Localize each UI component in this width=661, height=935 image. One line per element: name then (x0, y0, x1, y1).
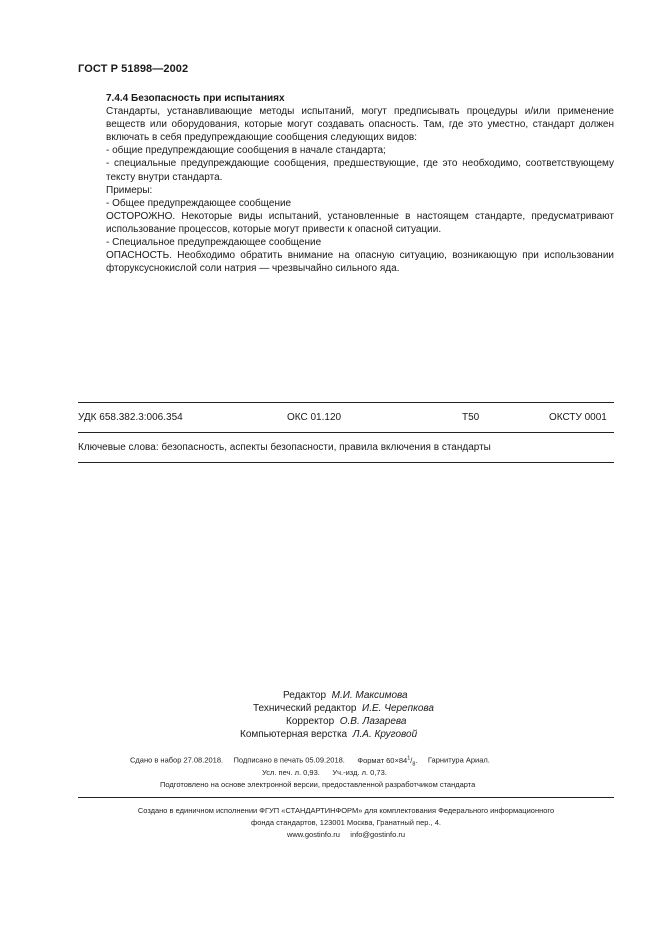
divider (78, 402, 614, 403)
corrector-line (286, 716, 406, 727)
editor-line (283, 690, 408, 701)
footer (78, 805, 614, 841)
tech-editor-name: И.Е. Черепкова (362, 703, 434, 714)
footer-contacts: www.gostinfo.ru info@gostinfo.ru (286, 830, 406, 839)
sheets-info (262, 768, 387, 777)
divider (78, 797, 614, 798)
footer-line: Создано в единичном исполнении ФГУП «СТАНДАРТИНФОРМ» для комплектования Федерального информационного (137, 806, 555, 815)
prepared-note: Подготовлено на основе электронной версии, предоставленной разработчиком стандарта (160, 780, 476, 789)
publisher-sheets: Уч.-изд. л. 0,73. (332, 768, 387, 777)
editor-name: М.И. Максимова (331, 690, 408, 701)
layout-label: Компьютерная верстка (240, 729, 348, 740)
t-code: Т50 (462, 412, 480, 423)
layout-name: Л.А. Круговой (352, 729, 418, 740)
example-label: - Специальное предупреждающее сообщение (106, 237, 322, 249)
list-item: - общие предупреждающие сообщения в начале стандарта; (106, 145, 386, 157)
section-title: 7.4.4 Безопасность при испытаниях (106, 93, 285, 104)
section-safety-testing (78, 92, 614, 275)
example-text: ОПАСНОСТЬ. Необходимо обратить внимание на опасную ситуацию, возникающую при использовании фторуксуснокислой соли натрия — чрезвычайно сильного яда. (106, 250, 614, 275)
tech-editor-label: Технический редактор (253, 703, 357, 714)
printed-sheets: Усл. печ. л. 0,93. (262, 768, 320, 777)
print-details (130, 755, 490, 767)
example-label: - Общее предупреждающее сообщение (106, 197, 292, 209)
corrector-label: Корректор (286, 716, 335, 727)
tech-editor-line (253, 703, 434, 714)
corrector-name: О.В. Лазарева (339, 716, 407, 727)
keywords: Ключевые слова: безопасность, аспекты безопасности, правила включения в стандарты (78, 442, 491, 453)
editor-label: Редактор (283, 690, 327, 701)
paragraph-intro: Стандарты, устанавливающие методы испытаний, могут предписывать процедуры и/или применение веществ или оборудования, которые могут создавать опасность. Там, где это уместно, стандарт должен включать в себя предупреждающие сообщения следующих видов: (106, 106, 614, 144)
divider (78, 432, 614, 433)
document-code: ГОСТ Р 51898—2002 (78, 63, 189, 75)
example-text: ОСТОРОЖНО. Некоторые виды испытаний, установленные в настоящем стандарте, предусматривают использование процессов, которые могут привести к опасной ситуации. (106, 210, 614, 235)
examples-label: Примеры: (106, 184, 153, 196)
layout-line (240, 729, 417, 740)
udk-code: УДК 658.382.3:006.354 (78, 412, 183, 423)
font-info: Гарнитура Ариал. (427, 755, 490, 765)
sent-date: Сдано в набор 27.08.2018. (130, 755, 224, 765)
signed-date: Подписано в печать 05.09.2018. (233, 755, 345, 765)
list-item: - специальные предупреждающие сообщения, предшествующие, где это необходимо, соответствующему тексту внутри стандарта. (106, 158, 614, 183)
oks-code: ОКС 01.120 (287, 412, 342, 423)
format: Формат $60\times 84^1/_8$. (357, 755, 418, 767)
footer-line: фонда стандартов, 123001 Москва, Гранатный пер., 4. (251, 818, 441, 827)
divider (78, 462, 614, 463)
okstu-code: ОКСТУ 0001 (549, 412, 607, 423)
